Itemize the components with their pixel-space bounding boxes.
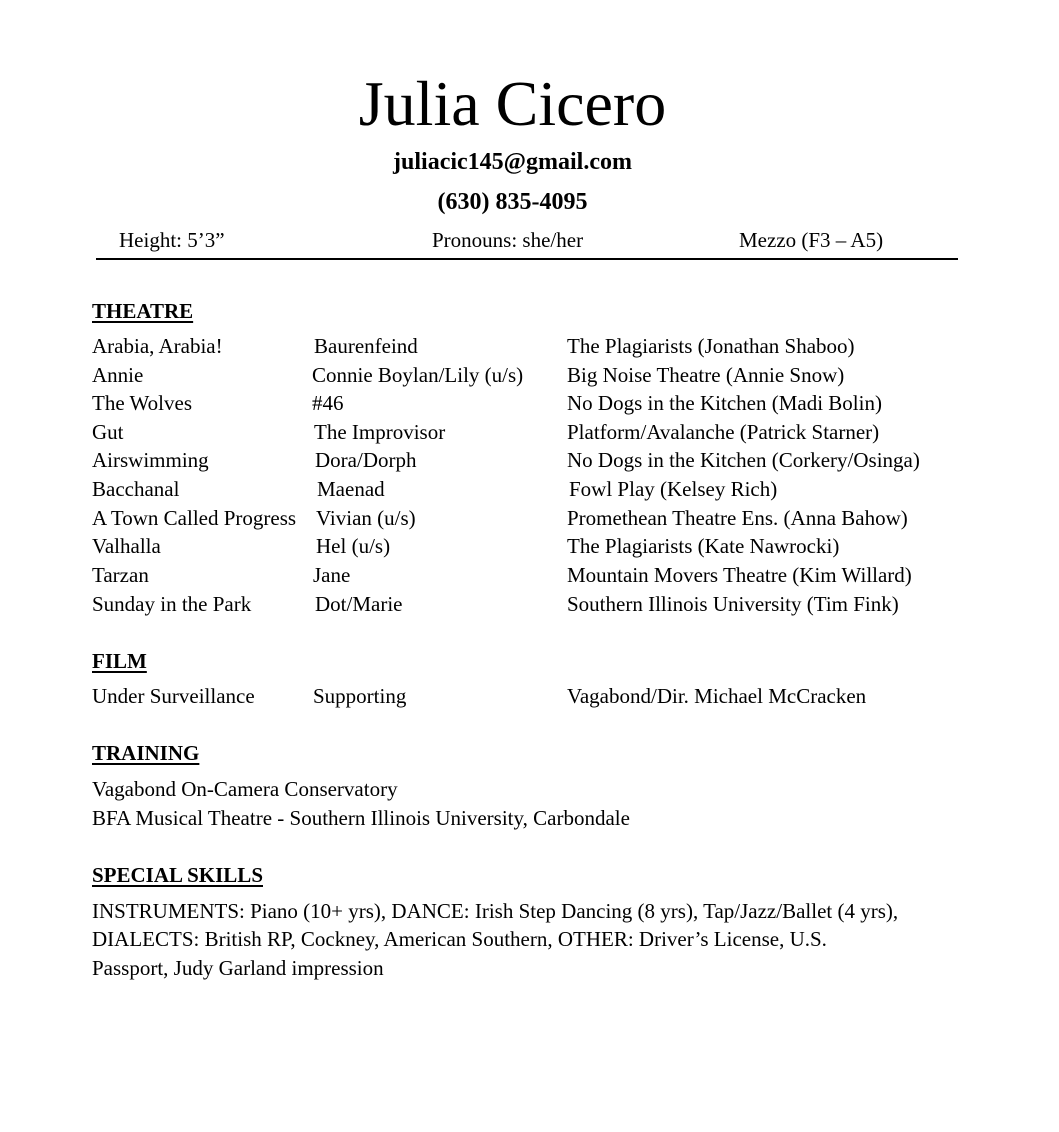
credit-role: Dot/Marie xyxy=(315,592,403,616)
credit-role: Jane xyxy=(313,563,351,587)
credit-show: Annie xyxy=(92,363,144,387)
credit-role: Supporting xyxy=(313,684,407,708)
credit-role: Dora/Dorph xyxy=(315,448,417,472)
credit-role: The Improvisor xyxy=(314,420,446,444)
header-divider xyxy=(96,258,958,260)
credit-company: Fowl Play (Kelsey Rich) xyxy=(569,477,778,501)
pronouns-stat: Pronouns: she/her xyxy=(432,228,584,252)
credit-role: Vivian (u/s) xyxy=(316,506,416,530)
credit-show: A Town Called Progress xyxy=(92,506,297,530)
credit-show: Airswimming xyxy=(92,448,209,472)
skills-line: Passport, Judy Garland impression xyxy=(92,956,384,980)
credit-company: No Dogs in the Kitchen (Corkery/Osinga) xyxy=(567,448,920,472)
height-stat: Height: 5’3” xyxy=(119,228,225,252)
credit-show: Valhalla xyxy=(92,534,161,558)
voice-range-stat: Mezzo (F3 – A5) xyxy=(739,228,884,252)
credit-show: Arabia, Arabia! xyxy=(92,334,223,358)
credit-show: The Wolves xyxy=(92,391,192,415)
credit-show: Bacchanal xyxy=(92,477,180,501)
training-heading: TRAINING xyxy=(92,741,200,765)
skills-line: DIALECTS: British RP, Cockney, American Southern, OTHER: Driver’s License, U.S. xyxy=(92,927,827,951)
credit-role: Baurenfeind xyxy=(314,334,418,358)
credit-show: Under Surveillance xyxy=(92,684,255,708)
credit-role: Hel (u/s) xyxy=(316,534,391,558)
skills-line: INSTRUMENTS: Piano (10+ yrs), DANCE: Irish Step Dancing (8 yrs), Tap/Jazz/Ballet (4 yrs), xyxy=(92,899,899,923)
credit-show: Sunday in the Park xyxy=(92,592,252,616)
training-line: Vagabond On-Camera Conservatory xyxy=(92,777,398,801)
credit-company: The Plagiarists (Kate Nawrocki) xyxy=(567,534,840,558)
email-address: juliacic145@gmail.com xyxy=(393,149,632,175)
credit-company: Southern Illinois University (Tim Fink) xyxy=(567,592,899,616)
special-skills-heading: SPECIAL SKILLS xyxy=(92,863,263,887)
credit-show: Tarzan xyxy=(92,563,149,587)
credit-show: Gut xyxy=(92,420,124,444)
phone-number: (630) 835-4095 xyxy=(437,189,588,215)
credit-role: #46 xyxy=(312,391,344,415)
theatre-heading: THEATRE xyxy=(92,299,194,323)
credit-role: Connie Boylan/Lily (u/s) xyxy=(312,363,524,387)
film-heading: FILM xyxy=(92,649,147,673)
credit-company: No Dogs in the Kitchen (Madi Bolin) xyxy=(567,391,882,415)
performer-name: Julia Cicero xyxy=(358,68,667,139)
credit-company: The Plagiarists (Jonathan Shaboo) xyxy=(567,334,855,358)
credit-company: Mountain Movers Theatre (Kim Willard) xyxy=(567,563,912,587)
credit-role: Maenad xyxy=(317,477,385,501)
training-line: BFA Musical Theatre - Southern Illinois University, Carbondale xyxy=(92,806,630,830)
credit-company: Vagabond/Dir. Michael McCracken xyxy=(567,684,867,708)
credit-company: Platform/Avalanche (Patrick Starner) xyxy=(567,420,880,444)
credit-company: Big Noise Theatre (Annie Snow) xyxy=(567,363,845,387)
credit-company: Promethean Theatre Ens. (Anna Bahow) xyxy=(567,506,908,530)
